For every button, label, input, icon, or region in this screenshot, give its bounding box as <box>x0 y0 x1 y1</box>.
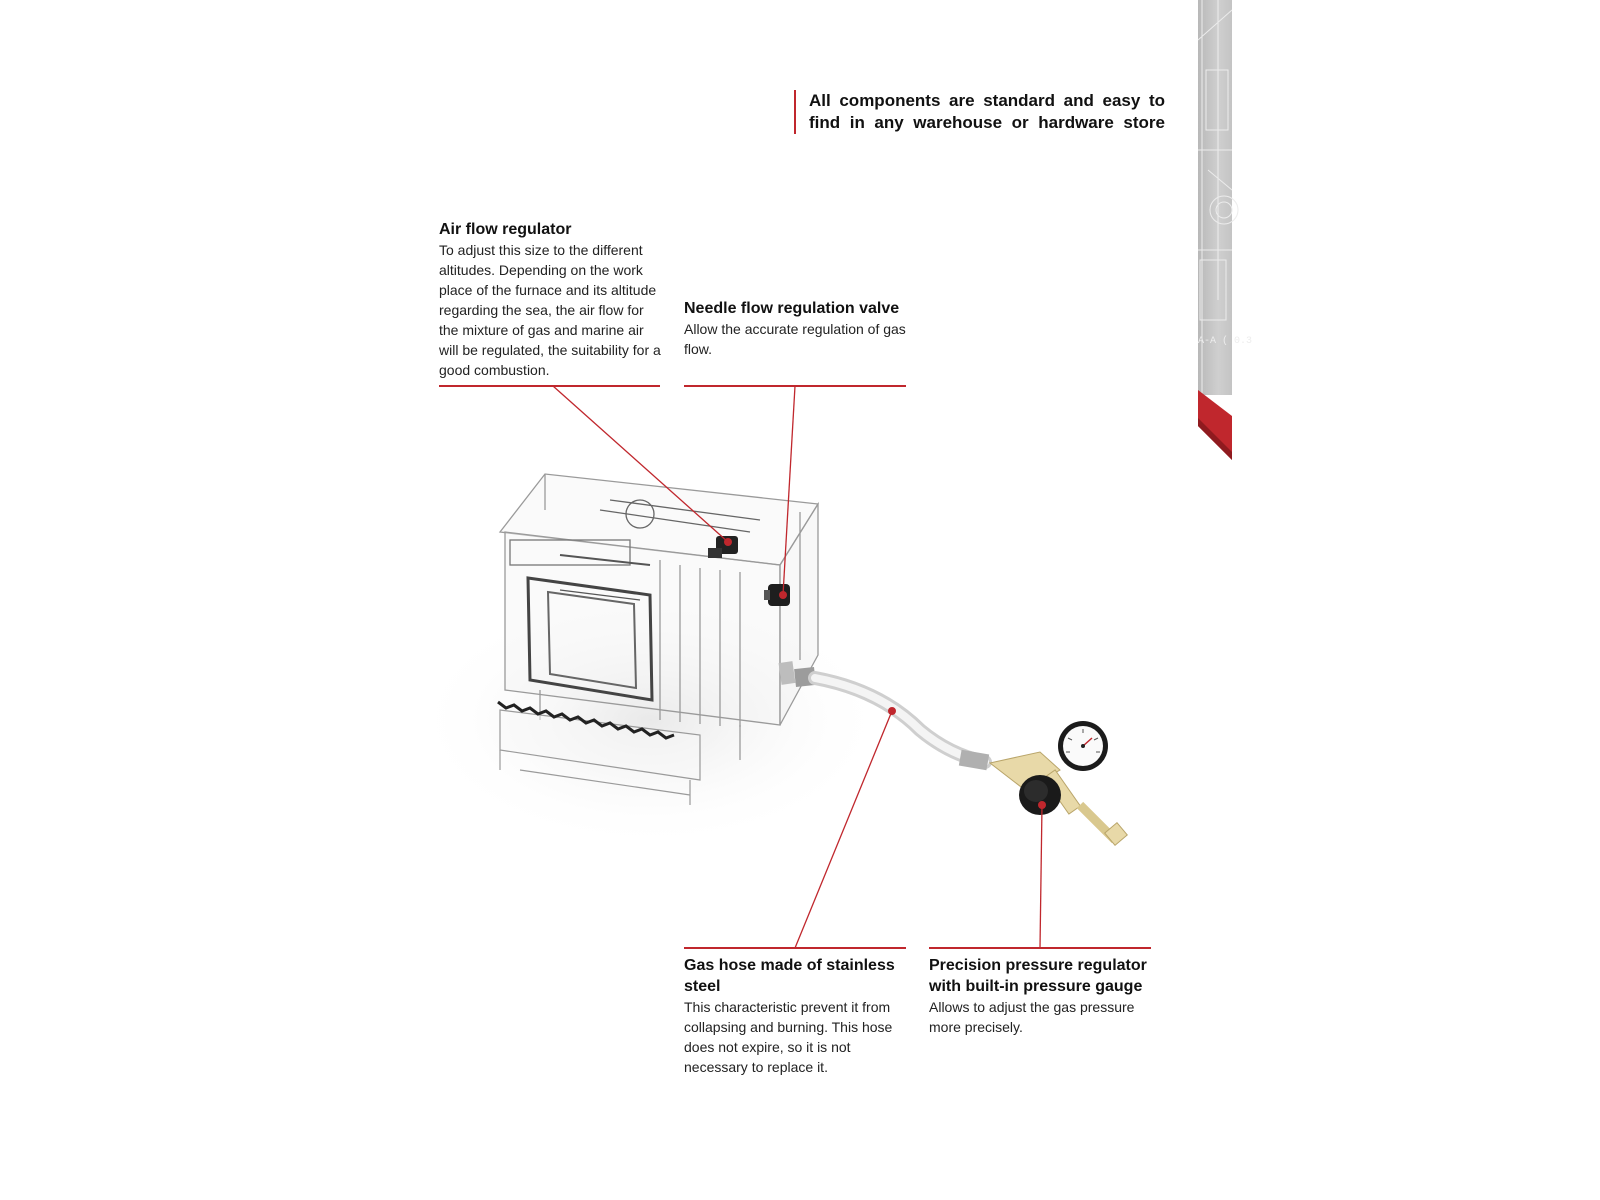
endpoint-pressure-regulator <box>1038 801 1046 809</box>
rule-pressure-regulator <box>929 947 1151 949</box>
callout-title: Precision pressure regulator with built-in pressure gauge <box>929 957 1147 995</box>
callout-title: Gas hose made of stainless steel <box>684 957 895 995</box>
side-strip-label: A-A ( 0.3 <box>1198 336 1253 347</box>
callout-body: Allow the accurate regulation of gas flow. <box>684 321 906 357</box>
pressure-gauge <box>1058 721 1108 771</box>
endpoint-needle-valve <box>779 591 787 599</box>
rule-gas-hose <box>684 947 906 949</box>
headline-line-2: find in any warehouse or hardware store <box>809 113 1165 132</box>
endpoint-air-flow <box>724 538 732 546</box>
callout-body: To adjust this size to the different altitudes. Depending on the work place of the furnace and its altitude regarding the sea, the air flow for the mixture of gas and marine air will be regulated, the suitability for a good combustion. <box>439 242 661 378</box>
callout-title: Air flow regulator <box>439 221 572 238</box>
callout-body: This characteristic prevent it from collapsing and burning. This hose does not expire, so it is not necessary to replace it. <box>684 999 893 1075</box>
rule-needle-valve <box>684 385 906 387</box>
callout-air-flow-regulator <box>439 219 661 380</box>
leader-pressure-regulator <box>1040 805 1042 948</box>
callout-gas-hose <box>684 955 906 1077</box>
headline-line-1: All components are standard and easy to <box>809 91 1165 110</box>
callout-needle-valve <box>684 298 906 359</box>
callout-body: Allows to adjust the gas pressure more precisely. <box>929 999 1135 1035</box>
rule-air-flow <box>439 385 660 387</box>
callout-pressure-regulator <box>929 955 1151 1037</box>
callout-title: Needle flow regulation valve <box>684 300 900 317</box>
pressure-regulator-knob <box>1019 775 1061 815</box>
endpoint-gas-hose <box>888 707 896 715</box>
